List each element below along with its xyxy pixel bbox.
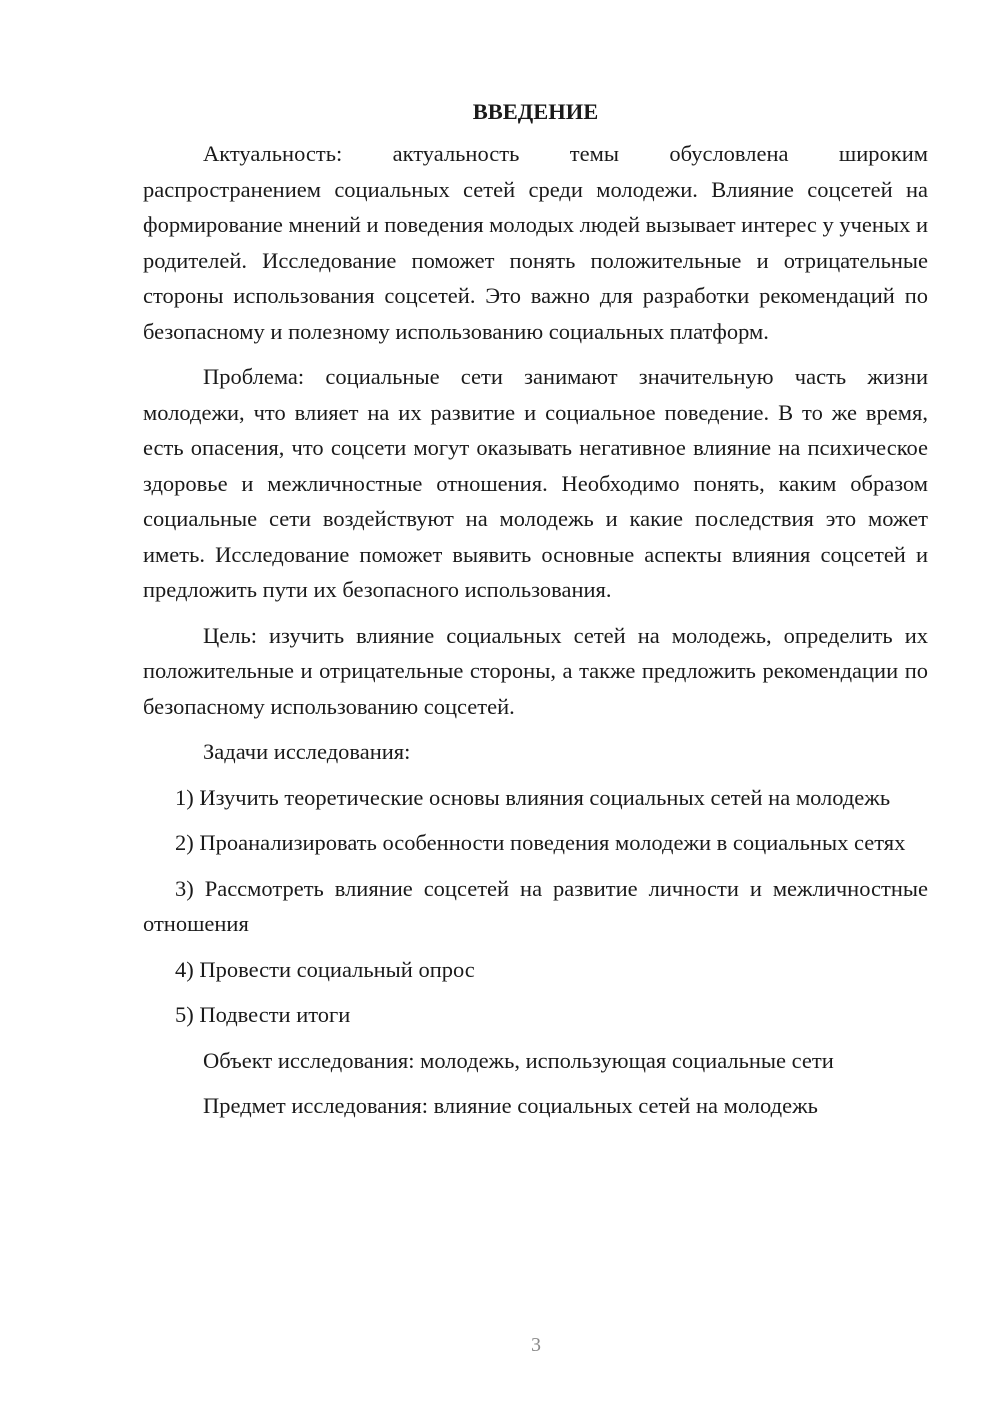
paragraph-tasks-heading: Задачи исследования: — [203, 739, 411, 764]
task-item: 5) Подвести итоги — [175, 1002, 351, 1027]
paragraph-problem: Проблема: социальные сети занимают значительную часть жизни молодежи, что влияет на их развитие и социальное поведение. В то же время, есть опасения, что соцсети могут оказывать негативное влияние на психическое здоровье и межличностные отношения. Необходимо понять, каким образом социальные сети воздействуют на молодежь и какие последствия это может иметь. Исследование поможет выявить основные аспекты влияния соцсетей и предложить пути их безопасного использования. — [143, 364, 928, 602]
paragraph-subject: Предмет исследования: влияние социальных сетей на молодежь — [203, 1093, 818, 1118]
task-item: 2) Проанализировать особенности поведения молодежи в социальных сетях — [175, 830, 906, 855]
paragraph-object: Объект исследования: молодежь, использующая социальные сети — [203, 1047, 834, 1073]
page-content — [143, 96, 928, 1134]
paragraph-relevance: Актуальность: актуальность темы обусловлена широким распространением социальных сетей среди молодежи. Влияние соцсетей на формирование мнений и поведения молодых людей вызывает интерес у ученых и родителей. Исследование поможет понять положительные и отрицательные стороны использования соцсетей. Это важно для разработки рекомендаций по безопасному и полезному использованию социальных платформ. — [143, 141, 928, 344]
paragraph-goal: Цель: изучить влияние социальных сетей на молодежь, определить их положительные и отрицательные стороны, а также предложить рекомендации по безопасному использованию соцсетей. — [143, 622, 928, 719]
task-item: 1) Изучить теоретические основы влияния социальных сетей на молодежь — [175, 784, 891, 810]
task-item: 3) Рассмотреть влияние соцсетей на развитие личности и межличностные отношения — [143, 875, 928, 936]
task-item: 4) Провести социальный опрос — [175, 956, 475, 982]
page-number: 3 — [531, 1334, 541, 1356]
section-title: ВВЕДЕНИЕ — [472, 99, 599, 124]
